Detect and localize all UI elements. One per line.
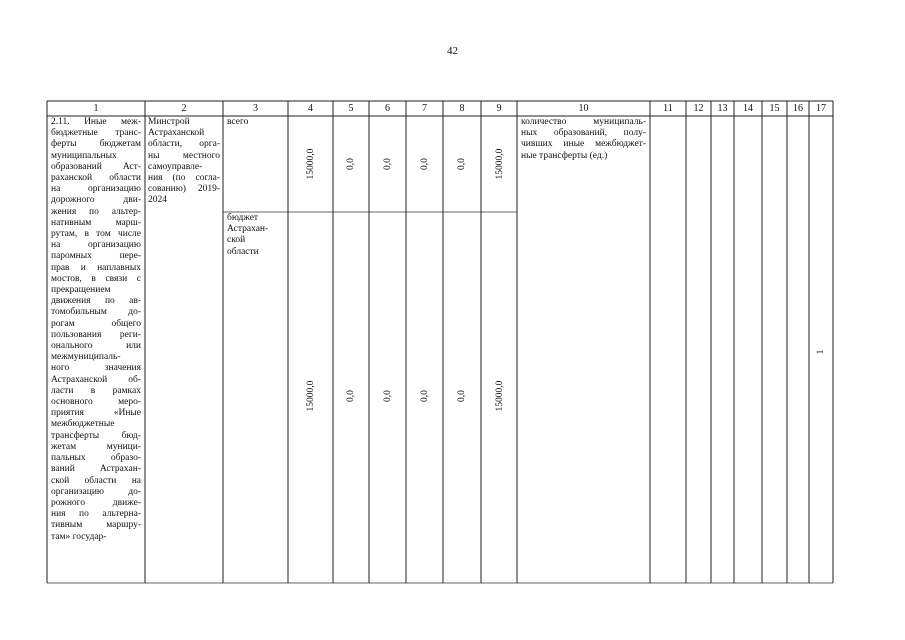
total-value-col9: 15000,0 [495,148,505,180]
description-line: рутам, в том числе [51,229,141,240]
description-line: пользования реги- [51,329,141,340]
column-header-5: 5 [348,103,354,114]
description-line: межмуниципаль- [51,352,121,363]
col17-value: 1 [816,349,826,355]
description-line: прав и наплавных [51,262,141,273]
column-header-2: 2 [181,103,187,114]
source-budget-line: бюджет [227,213,259,223]
source-total: всего [227,117,249,127]
source-budget-line: Астрахан- [227,224,269,235]
column-header-7: 7 [422,103,427,114]
executor-line: сованию) 2019- [148,184,220,195]
page-number: 42 [447,45,458,57]
total-value-col4: 15000,0 [306,148,316,180]
description-line: движения по ав- [51,296,141,307]
description-line: дорожного дви- [51,195,141,206]
indicator-line: ных образований, полу- [521,128,646,139]
source-regional-budget [227,213,287,258]
executor-line: ния (по согла- [148,173,220,184]
description-line: мостов, в связи с [51,273,141,284]
description-line: ласти в рамках [51,385,141,396]
description-line: прекращением [51,285,111,296]
indicator-text [521,117,646,162]
column-header-12: 12 [693,103,704,114]
total-value-col5: 0,0 [346,158,356,170]
indicator-line: ные трансферты (ед.) [521,150,608,161]
description-line: нативным марш- [51,217,141,228]
description-line: рогам общего [51,318,141,329]
column-header-9: 9 [496,103,502,114]
executor-line: ны местного [148,150,220,161]
column-header-16: 16 [793,103,803,114]
description-line: бюджетные транс- [51,128,141,139]
description-line: ния по альтерна- [51,509,141,520]
indicator-line: чивших иные межбюджет- [521,139,646,150]
column-header-17: 17 [816,103,826,114]
executor-text [148,117,220,207]
description-line: пальных образо- [51,453,141,464]
executor-line: самоуправле- [148,161,203,172]
indicator-line: количество муниципаль- [521,117,646,127]
description-line: ской области на [51,475,141,486]
description-line: на организацию [51,240,141,251]
budget-value-col5: 0,0 [346,390,356,402]
description-line: организацию до- [51,486,141,497]
measure-description [51,117,141,543]
description-line: томобильным до- [51,307,141,318]
description-line: ваний Астрахан- [51,464,141,475]
budget-value-col7: 0,0 [420,390,430,402]
description-line: образований Аст- [51,161,141,172]
column-header-10: 10 [578,103,589,114]
description-line: рожного движе- [51,497,141,508]
executor-line: Астраханской [148,128,205,139]
source-budget-line: области [227,246,259,257]
source-budget-line: ской [227,235,246,246]
description-line: жения по альтер- [51,206,141,217]
column-header-6: 6 [385,103,390,114]
description-line: онального или [51,341,141,352]
column-header-14: 14 [743,103,753,114]
description-line: ного значения [51,363,141,374]
executor-line: Минстрой [148,117,190,127]
description-line: тивным маршру- [51,520,141,531]
total-value-col7: 0,0 [420,158,430,170]
description-line: раханской области [51,173,141,184]
description-line: основного меро- [51,397,141,408]
total-value-col8: 0,0 [457,158,467,170]
description-line: межбюджетные [51,419,115,430]
description-line: трансферты бюд- [51,430,141,441]
budget-value-col4: 15000,0 [306,380,316,412]
description-line: жетам муници- [51,441,141,452]
executor-line: 2024 [148,195,167,206]
description-line: там» государ- [51,531,107,542]
column-header-4: 4 [308,103,313,114]
column-header-8: 8 [459,103,465,114]
column-header-11: 11 [663,103,673,114]
column-header-13: 13 [717,103,728,114]
description-line: 2.11. Иные меж- [51,117,141,127]
executor-line: области, орга- [148,139,220,150]
budget-value-col8: 0,0 [457,390,467,402]
description-line: приятия «Иные [51,408,141,419]
budget-value-col9: 15000,0 [495,380,505,412]
column-header-15: 15 [769,103,780,114]
column-header-1: 1 [93,103,99,114]
description-line: ферты бюджетам [51,139,141,150]
budget-value-col6: 0,0 [383,390,393,402]
total-value-col6: 0,0 [383,158,393,170]
description-line: Астраханской об- [51,374,141,385]
description-line: на организацию [51,184,141,195]
column-header-3: 3 [253,103,258,114]
description-line: паромных пере- [51,251,141,262]
description-line: муниципальных [51,150,117,161]
